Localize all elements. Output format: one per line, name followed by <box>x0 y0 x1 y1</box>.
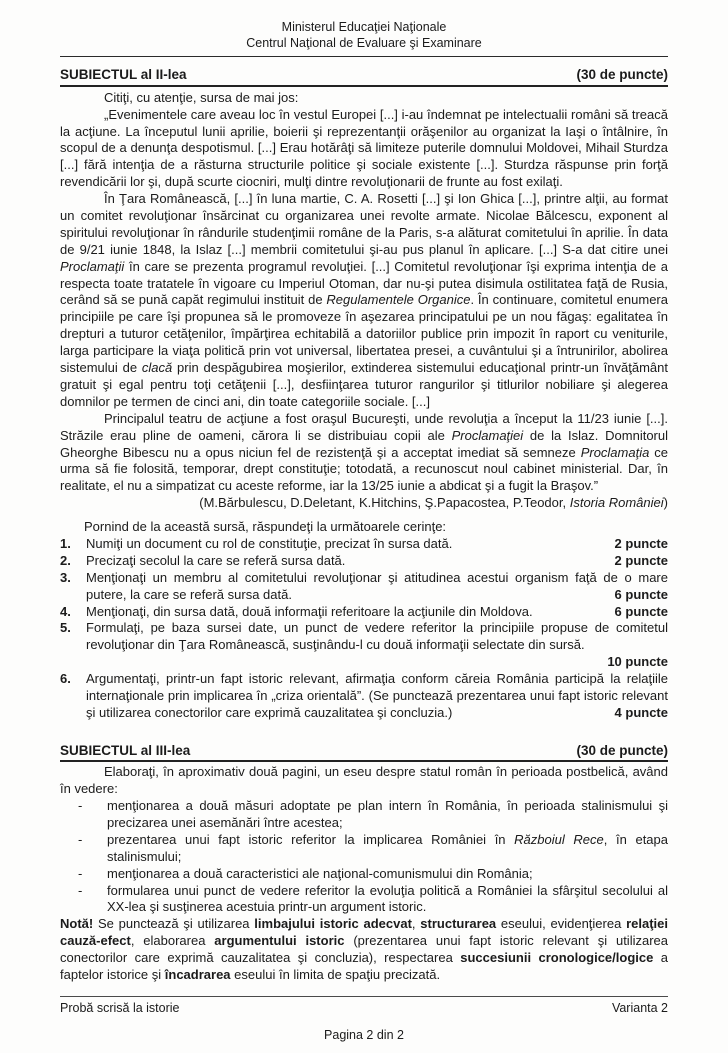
source-paragraph: În Ţara Românească, [...] în luna martie, C. A. Rosetti [...] şi Ion Ghica [...], printre alţii, au format un comitet revoluţionar însărcinat cu organizarea unei revolte armate. Nicolae Bălcescu, exponent al spiritului revoluţionar în rândurile studenţimii române de la Paris, s-a alăturat comitetului în aprilie. În data de 9/21 iunie 1848, la Islaz [...] membrii comitetului şi-au pus planul în aplicare. [...] S-a dat citire unei Proclamaţii în care se prezenta programul revoluţiei. [...] Comitetul revoluţionar îşi exprima intenţia de a respecta toate tratatele în vigoare cu Imperiul Otoman, dar nu-şi putea disimula ostilitatea faţă de Rusia, cerând să se pună capăt regimului instituit de Regulamentele Organice. În continuare, comitetul enumera principiile pe care îşi propunea să le promoveze în aşezarea principatului pe un nou făgaş: egalitatea în drepturi a tuturor cetăţenilor, împărţirea echitabilă a datoriilor publice prin impozit în raport cu veniturile, larga participare la viaţa politică prin vot universal, libertatea presei, a cuvântului şi a întrunirilor, abolirea sistemului de clacă prin despăgubirea moşierilor, extinderea sistemului educaţional printr-un învăţământ gratuit şi egal pentru toţi cetăţenii [...], desfiinţarea tuturor rangurilor şi titlurilor nobiliare şi alegerea domnilor pe termen de cinci ani, din toate categoriile sociale. [...] <box>60 191 669 409</box>
footer-row <box>60 997 668 1016</box>
questions-prompt: Pornind de la această sursă, răspundeţi la următoarele cerinţe: <box>84 519 447 535</box>
center-name: Centrul Naţional de Evaluare şi Examinare <box>246 35 482 50</box>
footer-page-number: Pagina 2 din 2 <box>324 1028 404 1043</box>
question-text: Argumentaţi, printr-un fapt istoric relevant, afirmaţia conform căreia România participă la relaţiile internaţionale prin implicarea în „criza orientală”. (Se punctează prezentarea unui fapt istoric relevant şi utilizarea conectorilor care exprimă cauzalitatea şi concluzia.) 4 puncte <box>86 671 668 720</box>
question-item <box>60 570 668 604</box>
bullet-text: formularea unui punct de vedere referitor la evoluţia politică a României la sfârşitul secolului al XX-lea şi susţinerea acestuia printr-un argument istoric. <box>107 882 668 915</box>
question-item <box>60 620 668 671</box>
bullet-text: prezentarea unui fapt istoric referitor la implicarea României în Războiul Rece, în etapa stalinismului; <box>107 831 668 864</box>
question-points: 6 puncte <box>614 586 668 602</box>
document-header <box>60 20 668 57</box>
bullet-text: menţionarea a două caracteristici ale naţional-comunismului din România; <box>107 865 533 881</box>
question-points: 2 puncte <box>614 535 668 551</box>
question-number: 2. <box>60 552 71 568</box>
questions-list <box>60 536 668 722</box>
question-text: Menţionaţi, din sursa dată, două informaţii referitoare la acţiunile din Moldova. 6 puncte <box>86 603 668 619</box>
source-attribution: (M.Bărbulescu, D.Deletant, K.Hitchins, Ş.Papacostea, P.Teodor, Istoria României) <box>199 495 668 511</box>
question-item <box>60 536 668 553</box>
subject2-points: (30 de puncte) <box>576 67 668 83</box>
bullet-dash: - <box>78 798 83 814</box>
question-number: 1. <box>60 535 71 551</box>
bullet-item <box>60 866 668 883</box>
bullet-dash: - <box>78 865 83 881</box>
subject2-title: SUBIECTUL al II-lea <box>60 67 187 83</box>
question-number: 5. <box>60 620 71 636</box>
bullet-dash: - <box>78 831 83 847</box>
essay-bullets <box>60 798 668 916</box>
subject3-header <box>60 742 668 763</box>
footer-exam-name: Probă scrisă la istorie <box>60 1000 180 1015</box>
question-number: 6. <box>60 671 71 687</box>
question-points: 4 puncte <box>614 704 668 720</box>
bullet-item <box>60 832 668 866</box>
page-footer <box>60 996 668 1053</box>
subject2-header <box>60 66 668 87</box>
subject3-intro: Elaboraţi, în aproximativ două pagini, un eseu despre statul român în perioada postbelică, având în vedere: <box>60 764 668 797</box>
bullet-item <box>60 883 668 917</box>
ministry-name: Ministerul Educaţiei Naţionale <box>281 20 447 34</box>
subject2-intro: Citiţi, cu atenţie, sursa de mai jos: <box>104 89 299 105</box>
question-number: 3. <box>60 569 71 585</box>
note-paragraph: Notă! Se punctează şi utilizarea limbajului istoric adecvat, structurarea eseului, evidenţierea relaţiei cauză-efect, elaborarea argumentului istoric (prezentarea unui fapt istoric relevant şi utilizarea conectorilor care exprimă cauzalitatea şi concluzia), respectarea succesiunii cronologice/logice a faptelor istorice şi încadrarea eseului în limita de spaţiu precizată. <box>60 916 668 982</box>
question-item <box>60 553 668 570</box>
question-item <box>60 604 668 621</box>
question-number: 4. <box>60 603 71 619</box>
question-text: Formulaţi, pe baza sursei date, un punct de vedere referitor la principiile propuse de comitetul revoluţionar din Ţara Românească, susţinându-l cu două informaţii selectate din sursă. 10 puncte <box>86 620 668 670</box>
question-points: 2 puncte <box>614 552 668 568</box>
source-paragraphs <box>60 107 668 495</box>
question-item <box>60 671 668 722</box>
footer-variant: Varianta 2 <box>611 1000 668 1015</box>
question-points: 10 puncte <box>607 654 668 670</box>
subject3-points: (30 de puncte) <box>576 742 668 758</box>
question-text: Precizaţi secolul la care se referă sursa dată. 2 puncte <box>86 552 668 568</box>
question-text: Menţionaţi un membru al comitetului revoluţionar şi atitudinea acestui organism faţă de o mare putere, la care se referă sursa dată. 6 puncte <box>86 569 668 602</box>
source-paragraph: „Evenimentele care aveau loc în vestul Europei [...] i-au îndemnat pe intelectualii români să treacă la acţiune. La începutul lunii aprilie, boierii şi reprezentanţii orăşenilor au organizat la Iaşi o întâlnire, în scopul de a denunţa despotismul. [...] Erau hotărâţi să limiteze puterile domnului Moldovei, Mihail Sturdza [...] fără intenţia de a răsturna structurile politice şi sociale existente [...]. Sturdza răspunse prin forţă revendicării lor şi, după scurte ciocniri, mulţi dintre revoluţionarii de frunte au fost exilaţi. <box>60 106 668 190</box>
source-paragraph: Principalul teatru de acţiune a fost oraşul Bucureşti, unde revoluţia a început la 11/23 iunie [...]. Străzile erau pline de oameni, cărora li se distribuiau copii ale Proclamaţiei de la Islaz. Domnitorul Gheorghe Bibescu nu a opus niciun fel de rezistenţă şi a acceptat imediat să semneze Proclamaţia ce urma să fie folosită, temporar, drept constituţie; totodată, a recunoscut noul cabinet ministerial. Dar, în realitate, el nu a simpatizat cu aceste reforme, iar la 13/25 iunie a abdicat şi a fugit la Braşov.” <box>60 410 668 494</box>
question-points: 6 puncte <box>614 603 668 619</box>
bullet-dash: - <box>78 882 83 898</box>
question-text: Numiţi un document cu rol de constituţie, precizat în sursa dată. 2 puncte <box>86 535 668 551</box>
bullet-item <box>60 798 668 832</box>
subject3-title: SUBIECTUL al III-lea <box>60 742 191 758</box>
bullet-text: menţionarea a două măsuri adoptate pe plan intern în România, în perioada stalinismului şi precizarea unei asemănări între acestea; <box>107 798 668 830</box>
